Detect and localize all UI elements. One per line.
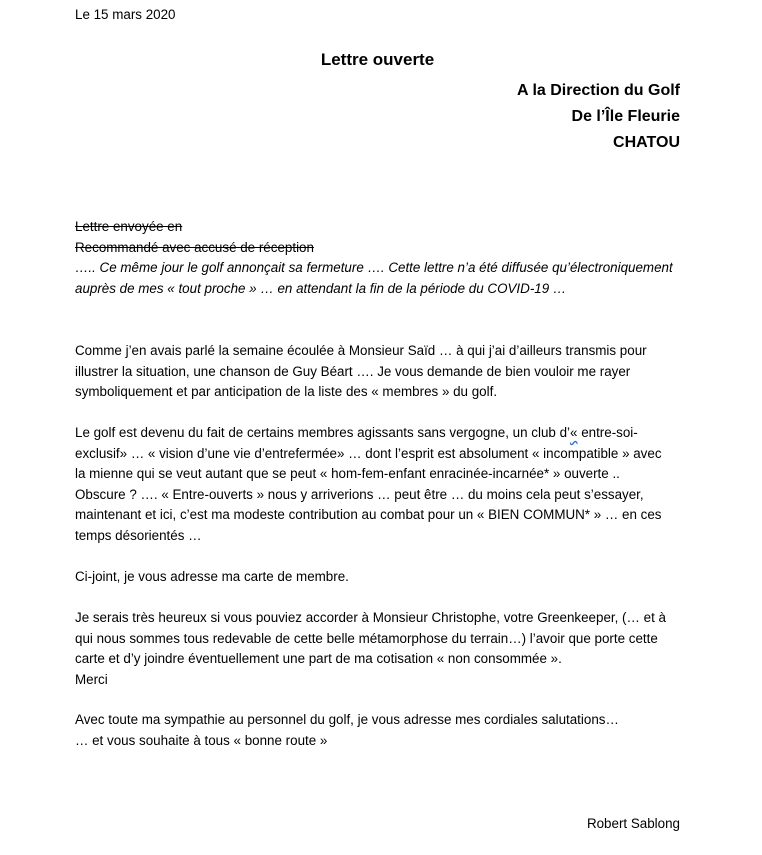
text-line: illustrer la situation, une chanson de Guy Béart …. Je vous demande de bien vouloir me rayer [75,363,631,379]
text-line: … et vous souhaite à tous « bonne route » [75,732,328,748]
text-line: Avec toute ma sympathie au personnel du golf, je vous adresse mes cordiales salutations… [75,712,619,727]
text-line: symboliquement et par anticipation de la liste des « membres » du golf. [75,384,498,400]
text-fragment: entre-soi- [577,425,638,440]
text-line [75,423,675,444]
paragraph-2 [75,423,675,547]
paragraph-3: Ci-joint, je vous adresse ma carte de membre. [75,569,349,584]
text-line: Je serais très heureux si vous pouviez accorder à Monsieur Christophe, votre Greenkeeper, (… et à [75,610,666,625]
letter-date: Le 15 mars 2020 [75,7,176,22]
recipient-line: CHATOU [613,134,680,151]
paragraph-5 [75,710,675,751]
struck-line: Lettre envoyée en [75,219,183,234]
note-line: auprès de mes « tout proche » … en attendant la fin de la période du COVID-19 … [75,280,567,296]
paragraph-1 [75,341,675,403]
text-fragment: Le golf est devenu du fait de certains membres agissants sans vergogne, un club d’ [75,425,571,440]
recipient-block [517,78,680,156]
text-line: Comme j’en avais parlé la semaine écoulée à Monsieur Saïd … à qui j’ai d’ailleurs transmis pour [75,343,647,358]
text-line: la mienne qui se veut autant que se peut « hom-fem-enfant enracinée-incarnée* » ouverte .. [75,466,620,482]
paragraph-4 [75,608,675,690]
struck-line: Recommandé avec accusé de réception [75,239,314,255]
text-line: maintenant et ici, c’est ma modeste contribution au combat pour un « BIEN COMMUN* » … en ces [75,507,662,523]
recipient-line: A la Direction du Golf [517,82,680,99]
italic-note [75,258,695,299]
signature: Robert Sablong [586,816,680,831]
text-line: temps désorientés … [75,527,202,543]
spellcheck-marked-text: « [570,425,578,440]
text-line: carte et d’y joindre éventuellement une part de ma cotisation « non consommée ». [75,651,562,667]
text-line: Merci [75,671,108,687]
text-line: exclusif» … « vision d’une vie d’entrefermée» … dont l’esprit est absolument « incompatible » avec [75,445,662,461]
recipient-line: De l’Île Fleurie [571,108,680,125]
letter-title: Lettre ouverte [320,50,435,69]
text-line: Obscure ? …. « Entre-ouverts » nous y arriverions … peut être … du moins cela peut s’essayer, [75,486,644,502]
struck-through-note [75,217,695,258]
note-line: ….. Ce même jour le golf annonçait sa fermeture …. Cette lettre n’a été diffusée qu’électroniquement [75,260,673,275]
text-line: qui nous sommes tous redevable de cette belle métamorphose du terrain…) l’avoir que porte cette [75,630,658,646]
